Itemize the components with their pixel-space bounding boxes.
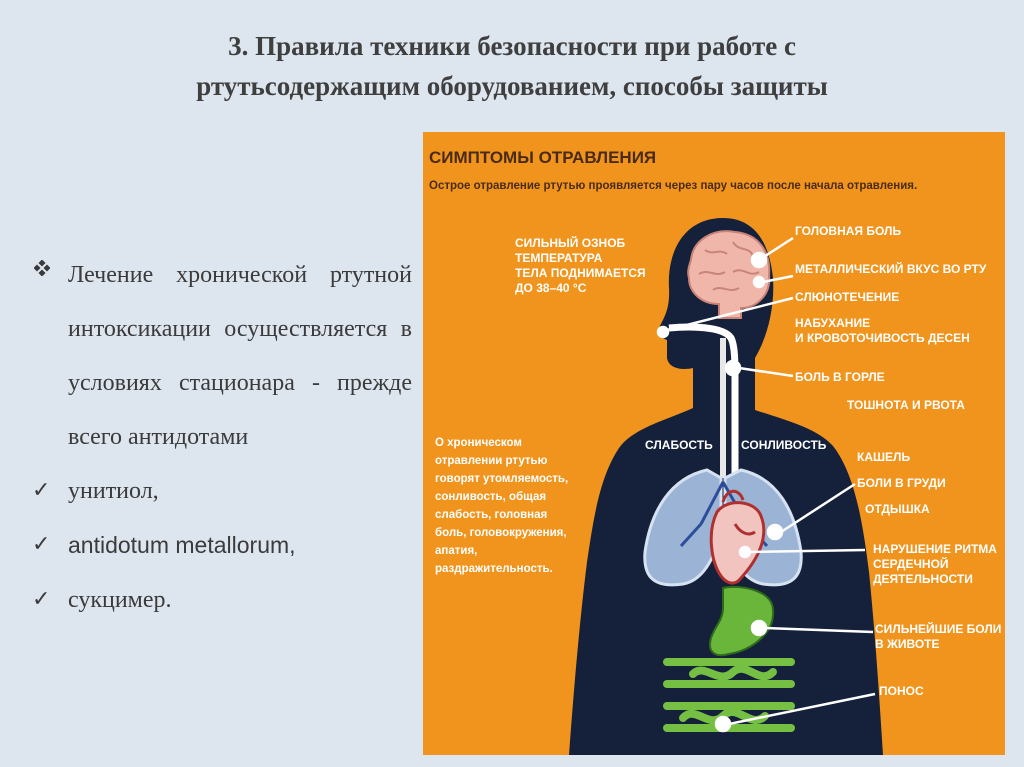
slide-title-line-2: ртутьсодержащим оборудованием, способы защиты [196, 71, 828, 101]
headache-label: ГОЛОВНАЯ БОЛЬ [795, 224, 902, 238]
slide-title-line-1: 3. Правила техники безопасности при работе с [228, 31, 796, 61]
checkmark-icon: ✓ [32, 532, 51, 557]
stomach-pain-label: СИЛЬНЕЙШИЕ БОЛИ В ЖИВОТЕ [875, 622, 1002, 651]
antidote-label: унитиол, [68, 478, 159, 504]
antidote-item [32, 573, 412, 627]
chronic-poisoning-text: О хроническом отравлении ртутью говорят утомляемость, сонливость, общая слабость, головная боль, головокружения, апатия, раздражительность. [435, 437, 569, 575]
fever-label: СИЛЬНЫЙ ОЗНОБ ТЕМПЕРАТУРА ТЕЛА ПОДНИМАЕТСЯ ДО 38–40 °С [515, 236, 646, 295]
antidote-item [32, 464, 412, 518]
nausea-label: ТОШНОТА И РВОТА [847, 398, 965, 412]
diarrhea-label: ПОНОС [879, 684, 924, 698]
diamond-bullet-icon [34, 260, 50, 276]
weakness-label: СЛАБОСТЬ [645, 438, 713, 452]
gums-label: НАБУХАНИЕ И КРОВОТОЧИВОСТЬ ДЕСЕН [795, 316, 970, 345]
drowsiness-label: СОНЛИВОСТЬ [741, 438, 827, 452]
cough-label: КАШЕЛЬ [857, 450, 911, 464]
chest-pain-label: БОЛИ В ГРУДИ [857, 476, 946, 490]
antidote-label: сукцимер. [68, 587, 172, 613]
infographic-title: СИМПТОМЫ ОТРАВЛЕНИЯ [429, 148, 657, 167]
metal-taste-label: МЕТАЛЛИЧЕСКИЙ ВКУС ВО РТУ [795, 262, 987, 276]
antidote-label: antidotum metallorum, [68, 532, 296, 558]
slide-title [60, 26, 964, 106]
checkmark-icon: ✓ [32, 587, 51, 612]
heart-rhythm-label: НАРУШЕНИЕ РИТМА СЕРДЕЧНОЙ ДЕЯТЕЛЬНОСТИ [873, 542, 997, 586]
antidote-item [32, 518, 412, 573]
poisoning-symptoms-infographic [423, 132, 1005, 755]
dyspnea-label: ОТДЫШКА [865, 502, 930, 516]
main-bullet [32, 248, 412, 464]
infographic-subtitle: Острое отравление ртутью проявляется через пару часов после начала отравления. [429, 180, 918, 192]
checkmark-icon: ✓ [32, 478, 51, 503]
sore-throat-label: БОЛЬ В ГОРЛЕ [795, 370, 885, 384]
salivation-label: СЛЮНОТЕЧЕНИЕ [795, 290, 900, 304]
main-bullet-text: Лечение хронической ртутной интоксикации осуществляется в условиях стационара - прежде всего антидотами [68, 262, 412, 450]
treatment-text-block [32, 248, 412, 627]
